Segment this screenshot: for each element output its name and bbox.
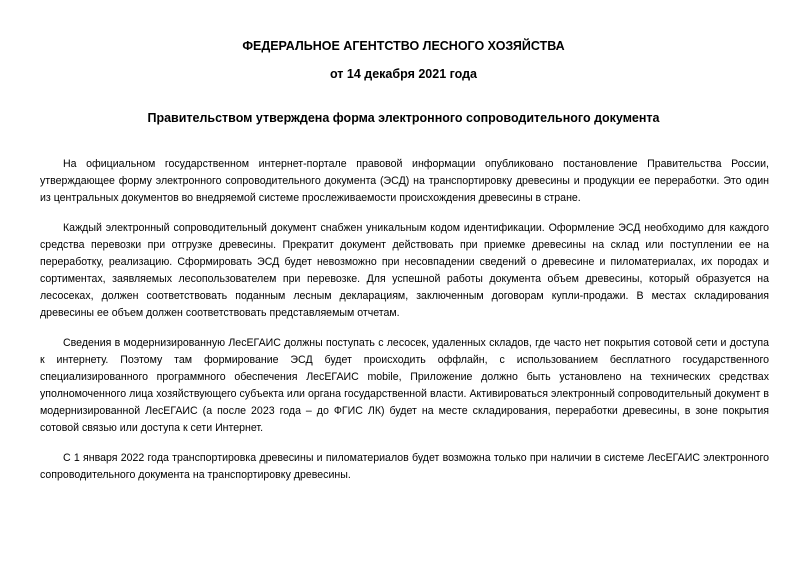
document-body — [40, 156, 769, 497]
agency-heading: ФЕДЕРАЛЬНОЕ АГЕНТСТВО ЛЕСНОГО ХОЗЯЙСТВА — [242, 39, 565, 53]
paragraph: Сведения в модернизированную ЛесЕГАИС должны поступать с лесосек, удаленных складов, где часто нет покрытия сотовой сети и доступа к интернету. Поэтому там формирование ЭСД будет происходить оффлайн, с использованием бесплатного государственного специализированного программного обеспечения ЛесЕГАИС mobile, Приложение должно быть установлено на технических средствах уполномоченного лица хозяйствующего субъекта или органа государственной власти. Активироваться электронный сопроводительный документ в модернизированной ЛесЕГАИС (а после 2023 года – до ФГИС ЛК) будет на месте складирования, переработки древесины, в зоне покрытия сотовой связью или доступа к сети Интернет. — [40, 337, 769, 434]
paragraph: На официальном государственном интернет-портале правовой информации опубликовано постановление Правительства России, утверждающее форму электронного сопроводительного документа (ЭСД) на транспортировку древесины и продукции ее переработки. Это один из центральных документов во внедряемой системе прослеживаемости происхождения древесины в стране. — [40, 158, 769, 204]
document-title: Правительством утверждена форма электронного сопроводительного документа — [147, 111, 660, 125]
paragraph: С 1 января 2022 года транспортировка древесины и пиломатериалов будет возможна только при наличии в системе ЛесЕГАИС электронного сопроводительного документа на транспортировку древесины. — [40, 452, 769, 481]
document-date: от 14 декабря 2021 года — [329, 67, 478, 81]
paragraph: Каждый электронный сопроводительный документ снабжен уникальным кодом идентификации. Оформление ЭСД необходимо для каждого средства перевозки при отгрузке древесины. Прекратит документ действовать при приемке древесины на склад или поступлении ее на переработку, реализацию. Сформировать ЭСД будет невозможно при несовпадении сведений о древесине и пиломатериалах, их породах и сортиментах, заявляемых лесопользователем при перевозке. Для успешной работы документа объем древесины, который образуется на лесосеках, должен соответствовать поданным лесным декларациям, заключенным договорам купли-продажи. В местах складирования древесины ее объем должен соответствовать представляемым отчетам. — [40, 222, 769, 319]
